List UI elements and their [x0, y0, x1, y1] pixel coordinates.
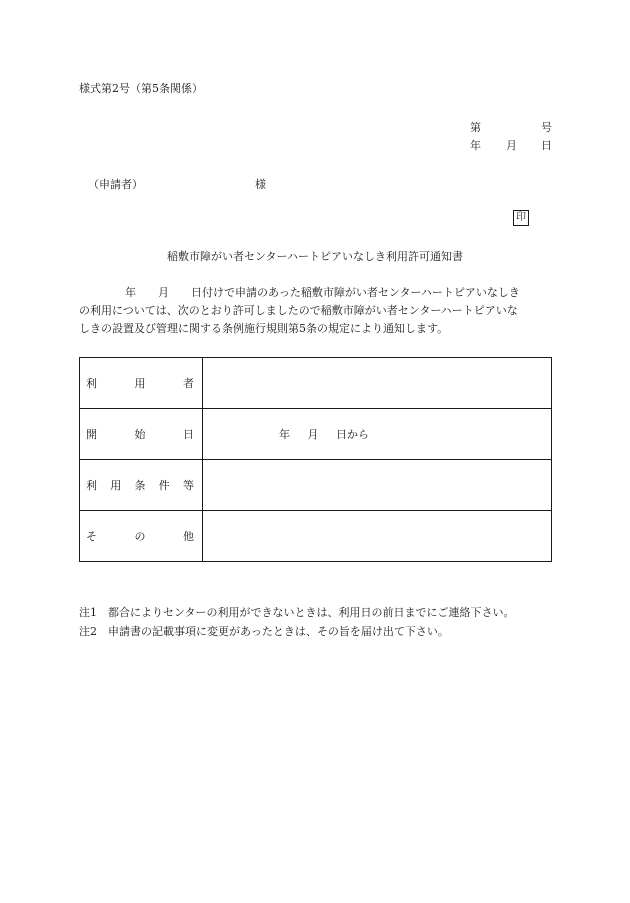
label-char: 利 — [86, 377, 97, 390]
label-other — [80, 511, 203, 562]
start-year: 年 — [279, 428, 290, 441]
note-2: 注2 申請書の記載事項に変更があったときは、その旨を届け出て下さい。 — [79, 625, 449, 638]
value-start-date[interactable] — [203, 409, 552, 460]
label-start-date — [80, 409, 203, 460]
label-char: 件 — [158, 479, 170, 492]
table-row — [80, 358, 552, 409]
table-row — [80, 460, 552, 511]
label-char: そ — [86, 530, 97, 543]
label-char: 日 — [183, 428, 194, 441]
table-row — [80, 409, 552, 460]
body-line-1: 年 月 日付けで申請のあった稲敷市障がい者センターハートピアいなしき — [125, 286, 520, 299]
document-number-suffix: 号 — [541, 121, 552, 134]
label-user — [80, 358, 203, 409]
table-row — [80, 511, 552, 562]
applicant-honorific: 様 — [255, 178, 266, 191]
body-line-2: の利用については、次のとおり許可しましたので稲敷市障がい者センターハートピアいな — [79, 304, 518, 317]
label-char: 条 — [134, 479, 146, 492]
date-day: 日 — [541, 139, 552, 152]
label-char: 等 — [183, 479, 194, 492]
document-title: 稲敷市障がい者センターハートピアいなしき利用許可通知書 — [166, 250, 463, 263]
applicant-line — [88, 176, 268, 192]
permit-details-table — [79, 357, 552, 562]
label-char: の — [134, 530, 146, 543]
document-number-prefix: 第 — [470, 121, 481, 134]
start-day-from: 日から — [336, 428, 369, 441]
date-year: 年 — [470, 139, 481, 152]
label-char: 用 — [110, 479, 122, 492]
form-number: 様式第2号（第5条関係） — [79, 82, 203, 95]
value-user[interactable] — [203, 358, 552, 409]
note-1: 注1 都合によりセンターの利用ができないときは、利用日の前日までにご連絡下さい。 — [79, 606, 515, 619]
label-char: 者 — [183, 377, 194, 390]
label-char: 始 — [134, 428, 146, 441]
label-char: 利 — [86, 479, 97, 492]
label-char: 他 — [183, 530, 194, 543]
applicant-label: （申請者） — [88, 178, 143, 191]
notes — [79, 603, 515, 641]
label-char: 用 — [134, 377, 146, 390]
value-other[interactable] — [203, 511, 552, 562]
body-paragraph — [79, 284, 551, 338]
seal-mark: 印 — [513, 210, 529, 226]
label-conditions — [80, 460, 203, 511]
body-line-3: しきの設置及び管理に関する条例施行規則第5条の規定により通知します。 — [79, 322, 449, 335]
date-month: 月 — [506, 139, 517, 152]
label-char: 開 — [86, 428, 97, 441]
start-month: 月 — [307, 428, 319, 441]
value-conditions[interactable] — [203, 460, 552, 511]
